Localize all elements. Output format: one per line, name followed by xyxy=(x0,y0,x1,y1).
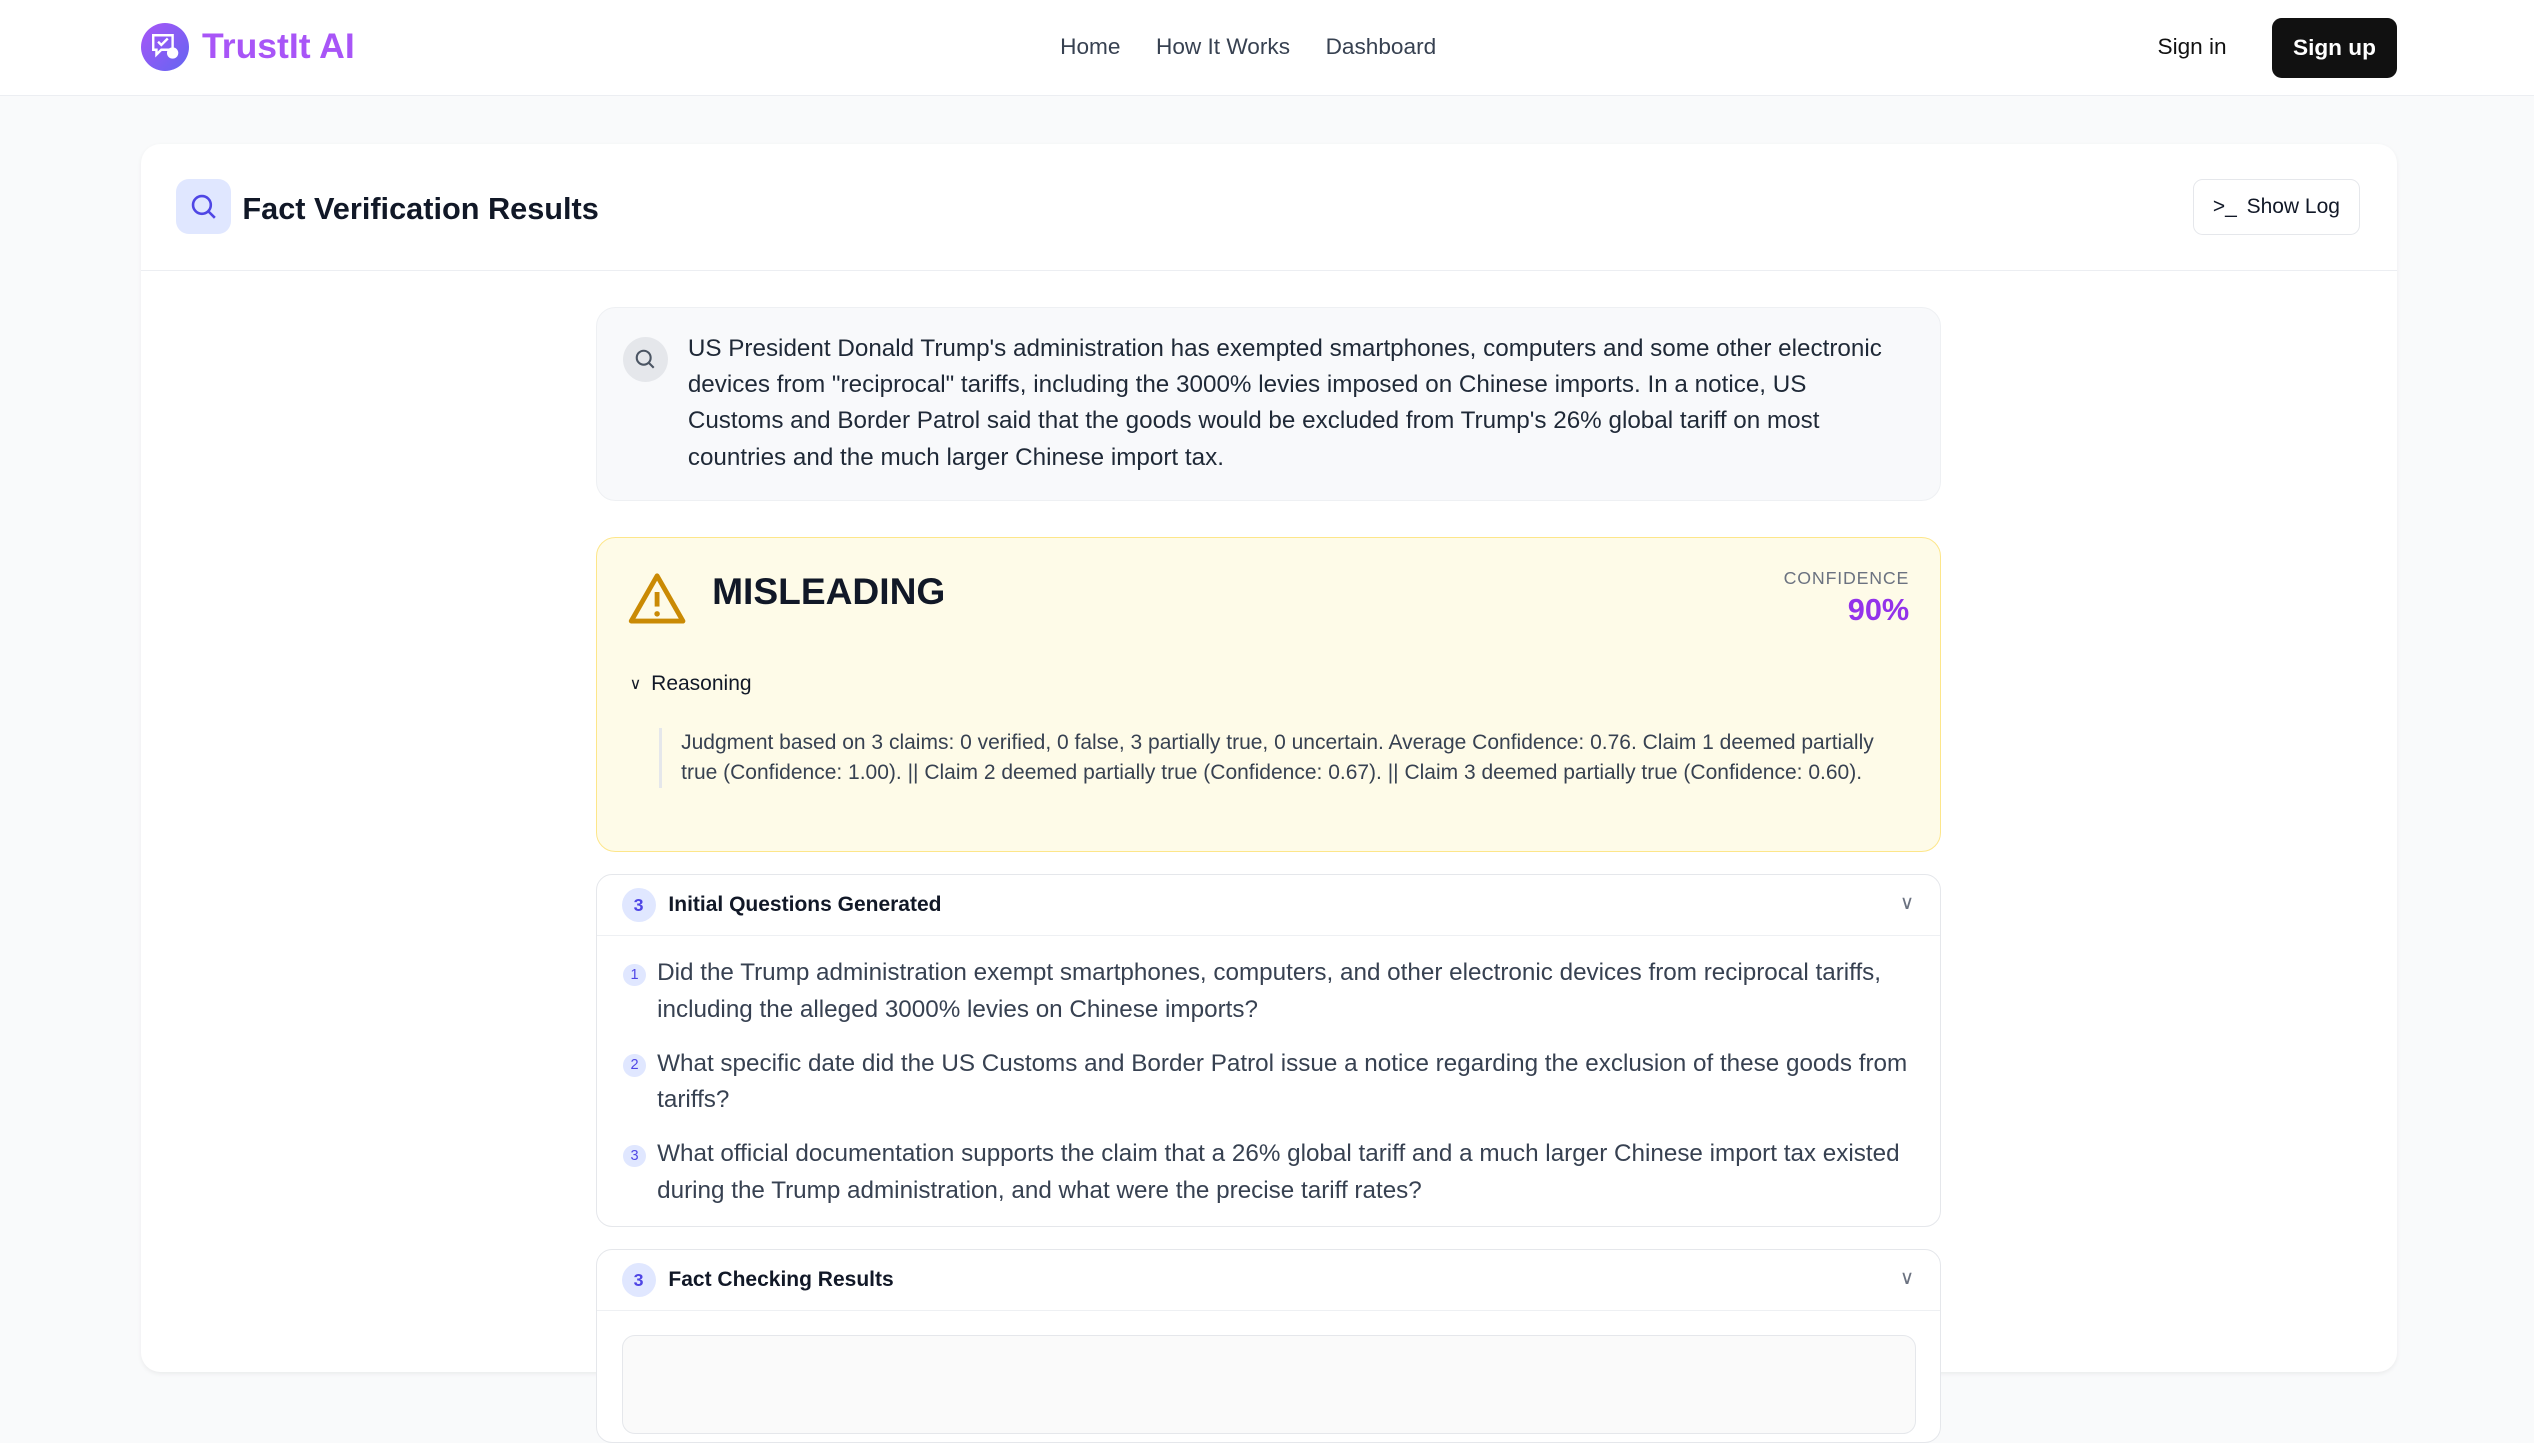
section-title: Initial Questions Generated xyxy=(668,893,942,917)
sign-in-link[interactable]: Sign in xyxy=(2157,33,2227,59)
count-badge: 3 xyxy=(622,1263,656,1297)
question-text: What specific date did the US Customs and Border Patrol issue a notice regarding the exclusion of these goods from tariffs? xyxy=(657,1049,1908,1114)
confidence-value: 90% xyxy=(1847,592,1910,628)
chat-check-icon xyxy=(141,23,189,71)
show-log-label: Show Log xyxy=(2246,195,2340,219)
fact-check-section xyxy=(596,1249,1941,1443)
top-nav xyxy=(0,0,2534,96)
verdict-panel xyxy=(596,537,1941,852)
search-icon xyxy=(176,179,231,234)
claim-box xyxy=(596,307,1941,501)
nav-dashboard[interactable]: Dashboard xyxy=(1325,33,1437,59)
show-log-button[interactable] xyxy=(2193,179,2360,234)
page-title: Fact Verification Results xyxy=(242,190,599,226)
reasoning-text: Judgment based on 3 claims: 0 verified, 0 false, 3 partially true, 0 uncertain. Average Confidence: 0.76. Claim 1 deemed partially true (Confidence: 1.00). || Claim 2 deemed partially true (Confidence: 0.67). || Claim 3 deemed partially true (Confidence: 0.60). xyxy=(659,728,1876,788)
chevron-down-icon[interactable]: ∨ xyxy=(1899,892,1915,915)
search-icon xyxy=(623,337,668,382)
logo[interactable] xyxy=(141,23,355,71)
claim-text: US President Donald Trump's administration has exempted smartphones, computers and some other electronic devices from "reciprocal" tariffs, including the 3000% levies imposed on Chinese imports. In a notice, US Customs and Border Patrol said that the goods would be excluded from Trump's 26% global tariff on most countries and the much larger Chinese import tax. xyxy=(687,334,1882,471)
question-text: What official documentation supports the claim that a 26% global tariff and a much larger Chinese import tax existed during the Trump administration, and what were the precise tariff rates? xyxy=(657,1140,1900,1204)
confidence-label: CONFIDENCE xyxy=(1783,568,1910,589)
question-number: 3 xyxy=(623,1145,646,1168)
count-badge: 3 xyxy=(622,888,656,922)
questions-section xyxy=(596,874,1941,1226)
reasoning-toggle[interactable] xyxy=(630,672,752,696)
brand-name: TrustIt AI xyxy=(201,26,355,67)
terminal-icon: >_ xyxy=(2212,195,2237,219)
question-item xyxy=(597,1136,1940,1209)
question-item xyxy=(597,955,1940,1028)
reasoning-label: Reasoning xyxy=(651,671,752,695)
chevron-down-icon[interactable]: ∨ xyxy=(1899,1267,1915,1290)
question-number: 1 xyxy=(623,964,646,987)
fact-check-item xyxy=(622,1335,1916,1434)
question-item xyxy=(597,1046,1940,1119)
verdict-label: MISLEADING xyxy=(712,569,946,612)
question-text: Did the Trump administration exempt smartphones, computers, and other electronic devices from reciprocal tariffs, including the alleged 3000% levies on Chinese imports? xyxy=(657,959,1882,1023)
fact-check-header[interactable] xyxy=(597,1250,1940,1311)
nav-how-it-works[interactable]: How It Works xyxy=(1156,33,1291,59)
warning-icon xyxy=(628,571,686,626)
chevron-down-icon: ∨ xyxy=(629,674,642,693)
questions-header[interactable] xyxy=(597,875,1940,936)
sign-up-button[interactable]: Sign up xyxy=(2272,18,2396,78)
question-number: 2 xyxy=(623,1054,646,1077)
results-card xyxy=(141,144,2397,1372)
section-title: Fact Checking Results xyxy=(668,1268,894,1291)
nav-home[interactable]: Home xyxy=(1060,33,1121,59)
